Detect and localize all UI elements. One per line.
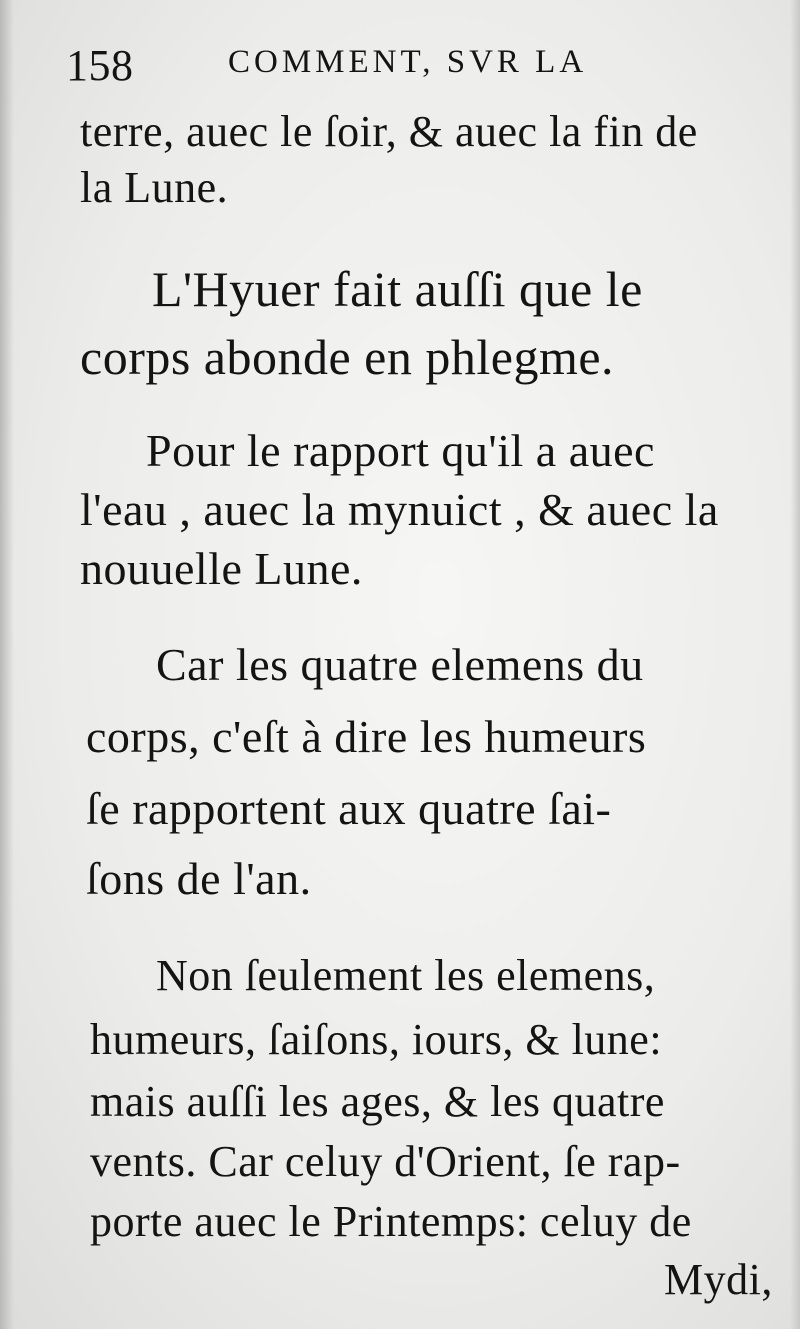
page-edge-shadow-left	[0, 0, 14, 1329]
text-line: terre, auec le ſoir, & auec la fin de	[80, 107, 698, 156]
running-title: COMMENT, SVR LA	[228, 44, 588, 80]
text-line: nouuelle Lune.	[80, 543, 363, 594]
page-edge-shadow-right	[790, 0, 800, 1329]
text-line: corps abonde en phlegme.	[80, 329, 615, 385]
text-line: Mydi,	[664, 1255, 773, 1304]
text-line: ſe rapportent aux quatre ſai-	[86, 783, 612, 834]
page-number: 158	[66, 41, 134, 90]
text-line: corps, c'eſt à dire les humeurs	[86, 711, 647, 762]
text-line: Pour le rapport qu'il a auec	[146, 425, 655, 476]
text-line: vents. Car celuy d'Orient, ſe rap-	[90, 1137, 681, 1186]
text-line: humeurs, ſaiſons, iours, & lune:	[90, 1015, 663, 1064]
text-line: Non ſeulement les elemens,	[156, 951, 656, 1000]
text-line: porte auec le Printemps: celuy de	[90, 1197, 692, 1246]
text-line: l'eau , auec la mynuict , & auec la	[80, 484, 719, 535]
text-line: ſons de l'an.	[86, 853, 312, 904]
text-line: la Lune.	[80, 163, 229, 212]
text-line: mais auſſi les ages, & les quatre	[90, 1077, 665, 1126]
text-line: Car les quatre elemens du	[156, 639, 644, 690]
text-line: L'Hyuer fait auſſi que le	[152, 261, 643, 317]
